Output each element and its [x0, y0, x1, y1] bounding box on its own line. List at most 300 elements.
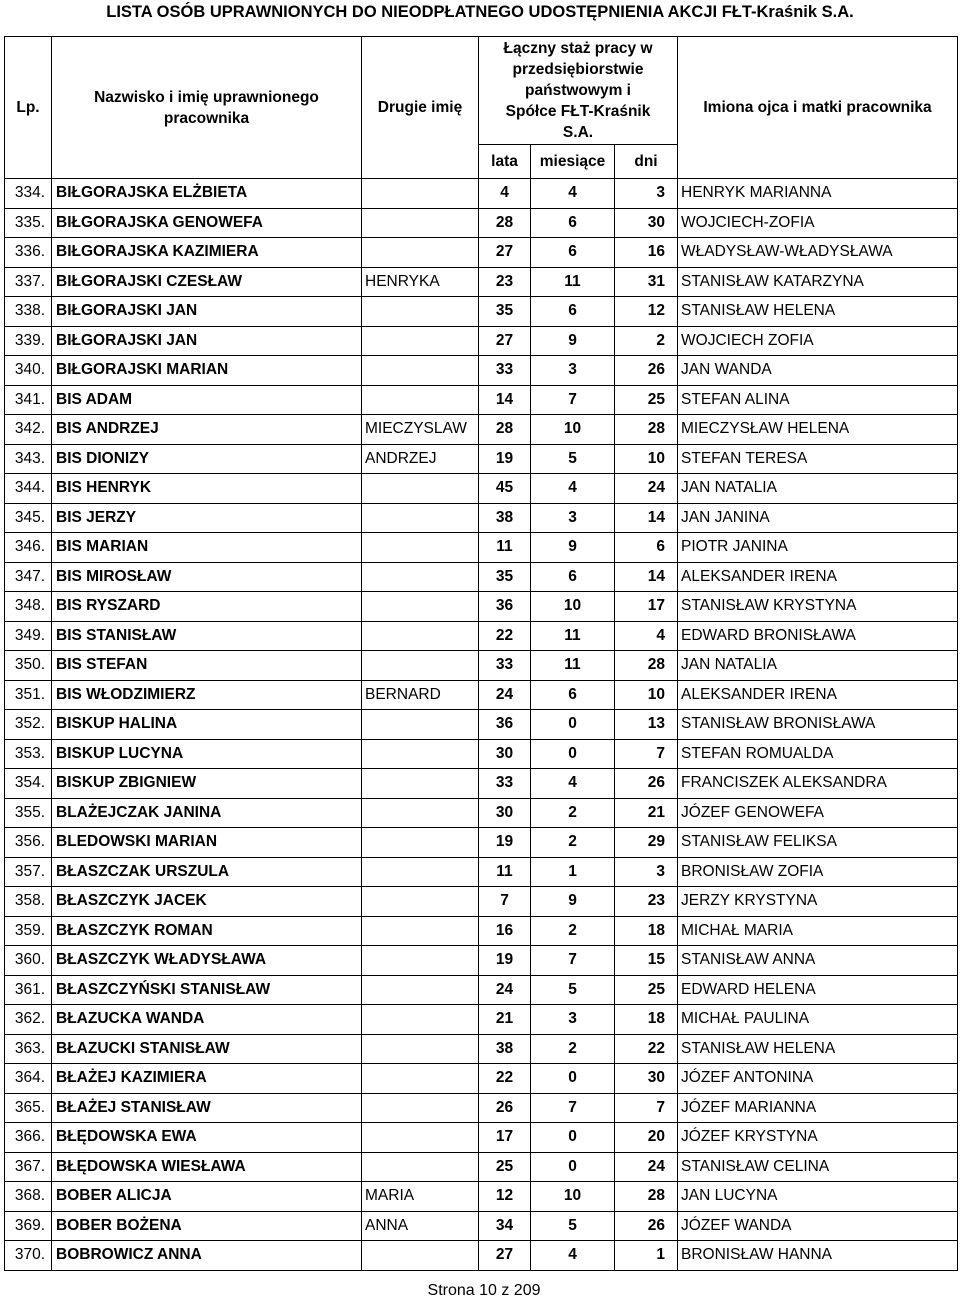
second-name-cell: MARIA: [362, 1182, 479, 1212]
years-cell: 45: [479, 474, 531, 504]
second-name-cell: [362, 769, 479, 799]
months-cell: 0: [531, 710, 615, 740]
header-lp: Lp.: [5, 37, 52, 179]
months-cell: 0: [531, 1064, 615, 1094]
second-name-cell: [362, 710, 479, 740]
months-cell: 2: [531, 828, 615, 858]
months-cell: 0: [531, 1152, 615, 1182]
months-cell: 6: [531, 562, 615, 592]
row-number-cell: 361.: [5, 975, 52, 1005]
header-days: dni: [615, 145, 678, 179]
second-name-cell: [362, 1123, 479, 1153]
row-number-cell: 365.: [5, 1093, 52, 1123]
parents-names-cell: ALEKSANDER IRENA: [678, 562, 958, 592]
years-cell: 30: [479, 798, 531, 828]
table-row: [5, 533, 958, 563]
years-cell: 22: [479, 621, 531, 651]
table-row: [5, 1064, 958, 1094]
parents-names-cell: STANISŁAW CELINA: [678, 1152, 958, 1182]
months-cell: 3: [531, 356, 615, 386]
row-number-cell: 367.: [5, 1152, 52, 1182]
table-row: [5, 356, 958, 386]
employee-name-cell: BIS JERZY: [52, 503, 362, 533]
days-cell: 26: [615, 1211, 678, 1241]
months-cell: 9: [531, 533, 615, 563]
days-cell: 31: [615, 267, 678, 297]
days-cell: 2: [615, 326, 678, 356]
row-number-cell: 369.: [5, 1211, 52, 1241]
row-number-cell: 368.: [5, 1182, 52, 1212]
employee-name-cell: BŁASZCZYK WŁADYSŁAWA: [52, 946, 362, 976]
days-cell: 25: [615, 385, 678, 415]
employee-name-cell: BŁAZUCKA WANDA: [52, 1005, 362, 1035]
employee-name-cell: BOBER BOŻENA: [52, 1211, 362, 1241]
years-cell: 30: [479, 739, 531, 769]
days-cell: 14: [615, 503, 678, 533]
row-number-cell: 349.: [5, 621, 52, 651]
employee-name-cell: BŁASZCZYK ROMAN: [52, 916, 362, 946]
years-cell: 28: [479, 415, 531, 445]
header-name: [52, 37, 362, 179]
years-cell: 36: [479, 592, 531, 622]
months-cell: 2: [531, 916, 615, 946]
employee-name-cell: BOBER ALICJA: [52, 1182, 362, 1212]
table-body: [5, 179, 958, 1271]
table-row: [5, 1152, 958, 1182]
table-row: [5, 769, 958, 799]
months-cell: 3: [531, 503, 615, 533]
months-cell: 9: [531, 326, 615, 356]
days-cell: 22: [615, 1034, 678, 1064]
employee-name-cell: BŁAŻEJ STANISŁAW: [52, 1093, 362, 1123]
employee-name-cell: BŁAŻEJ KAZIMIERA: [52, 1064, 362, 1094]
parents-names-cell: HENRYK MARIANNA: [678, 179, 958, 209]
table-row: [5, 887, 958, 917]
days-cell: 28: [615, 415, 678, 445]
row-number-cell: 363.: [5, 1034, 52, 1064]
row-number-cell: 352.: [5, 710, 52, 740]
row-number-cell: 334.: [5, 179, 52, 209]
second-name-cell: [362, 1241, 479, 1271]
years-cell: 33: [479, 356, 531, 386]
row-number-cell: 366.: [5, 1123, 52, 1153]
second-name-cell: [362, 592, 479, 622]
days-cell: 18: [615, 1005, 678, 1035]
parents-names-cell: JÓZEF ANTONINA: [678, 1064, 958, 1094]
parents-names-cell: FRANCISZEK ALEKSANDRA: [678, 769, 958, 799]
months-cell: 4: [531, 1241, 615, 1271]
years-cell: 36: [479, 710, 531, 740]
row-number-cell: 354.: [5, 769, 52, 799]
second-name-cell: [362, 946, 479, 976]
months-cell: 2: [531, 798, 615, 828]
years-cell: 38: [479, 1034, 531, 1064]
table-row: [5, 828, 958, 858]
years-cell: 26: [479, 1093, 531, 1123]
row-number-cell: 335.: [5, 208, 52, 238]
years-cell: 27: [479, 1241, 531, 1271]
second-name-cell: [362, 739, 479, 769]
table-row: [5, 1211, 958, 1241]
parents-names-cell: PIOTR JANINA: [678, 533, 958, 563]
employee-name-cell: BISKUP ZBIGNIEW: [52, 769, 362, 799]
years-cell: 21: [479, 1005, 531, 1035]
table-row: [5, 592, 958, 622]
document-title: LISTA OSÓB UPRAWNIONYCH DO NIEODPŁATNEGO UDOSTĘPNIENIA AKCJI FŁT-Kraśnik S.A.: [106, 3, 854, 21]
employee-table: [4, 36, 958, 1271]
years-cell: 35: [479, 297, 531, 327]
employee-name-cell: BIS ADAM: [52, 385, 362, 415]
employee-name-cell: BIS ANDRZEJ: [52, 415, 362, 445]
years-cell: 25: [479, 1152, 531, 1182]
days-cell: 20: [615, 1123, 678, 1153]
parents-names-cell: JÓZEF GENOWEFA: [678, 798, 958, 828]
days-cell: 14: [615, 562, 678, 592]
parents-names-cell: JERZY KRYSTYNA: [678, 887, 958, 917]
parents-names-cell: STANISŁAW KRYSTYNA: [678, 592, 958, 622]
months-cell: 11: [531, 621, 615, 651]
days-cell: 7: [615, 1093, 678, 1123]
months-cell: 9: [531, 887, 615, 917]
years-cell: 14: [479, 385, 531, 415]
row-number-cell: 345.: [5, 503, 52, 533]
months-cell: 6: [531, 238, 615, 268]
years-cell: 7: [479, 887, 531, 917]
employee-name-cell: BIŁGORAJSKA GENOWEFA: [52, 208, 362, 238]
row-number-cell: 347.: [5, 562, 52, 592]
employee-name-cell: BIŁGORAJSKI MARIAN: [52, 356, 362, 386]
parents-names-cell: STANISŁAW HELENA: [678, 297, 958, 327]
months-cell: 7: [531, 1093, 615, 1123]
years-cell: 22: [479, 1064, 531, 1094]
years-cell: 11: [479, 533, 531, 563]
second-name-cell: HENRYKA: [362, 267, 479, 297]
header-seniority: [479, 37, 678, 145]
months-cell: 10: [531, 592, 615, 622]
table-row: [5, 208, 958, 238]
days-cell: 4: [615, 621, 678, 651]
row-number-cell: 341.: [5, 385, 52, 415]
row-number-cell: 360.: [5, 946, 52, 976]
months-cell: 4: [531, 474, 615, 504]
second-name-cell: [362, 887, 479, 917]
months-cell: 10: [531, 415, 615, 445]
table-row: [5, 857, 958, 887]
header-seniority-text: Łączny staż pracy w przedsiębiorstwie państwowym i Spółce FŁT-Kraśnik S.A.: [503, 40, 653, 141]
parents-names-cell: JÓZEF MARIANNA: [678, 1093, 958, 1123]
second-name-cell: [362, 474, 479, 504]
months-cell: 6: [531, 208, 615, 238]
employee-name-cell: BIS RYSZARD: [52, 592, 362, 622]
years-cell: 38: [479, 503, 531, 533]
days-cell: 10: [615, 680, 678, 710]
table-row: [5, 238, 958, 268]
row-number-cell: 340.: [5, 356, 52, 386]
months-cell: 1: [531, 857, 615, 887]
parents-names-cell: STANISŁAW FELIKSA: [678, 828, 958, 858]
months-cell: 6: [531, 680, 615, 710]
table-row: [5, 1005, 958, 1035]
parents-names-cell: MICHAŁ PAULINA: [678, 1005, 958, 1035]
table-row: [5, 562, 958, 592]
row-number-cell: 364.: [5, 1064, 52, 1094]
row-number-cell: 339.: [5, 326, 52, 356]
days-cell: 30: [615, 208, 678, 238]
second-name-cell: [362, 562, 479, 592]
parents-names-cell: JAN WANDA: [678, 356, 958, 386]
header-row: [5, 37, 958, 145]
row-number-cell: 350.: [5, 651, 52, 681]
parents-names-cell: EDWARD BRONISŁAWA: [678, 621, 958, 651]
second-name-cell: ANNA: [362, 1211, 479, 1241]
header-name-text: Nazwisko i imię uprawnionego pracownika: [94, 88, 319, 127]
years-cell: 12: [479, 1182, 531, 1212]
row-number-cell: 346.: [5, 533, 52, 563]
second-name-cell: [362, 1034, 479, 1064]
header-months: miesiące: [531, 145, 615, 179]
days-cell: 12: [615, 297, 678, 327]
parents-names-cell: MIECZYSŁAW HELENA: [678, 415, 958, 445]
years-cell: 19: [479, 444, 531, 474]
second-name-cell: [362, 828, 479, 858]
days-cell: 24: [615, 474, 678, 504]
parents-names-cell: MICHAŁ MARIA: [678, 916, 958, 946]
months-cell: 10: [531, 1182, 615, 1212]
employee-name-cell: BIŁGORAJSKI JAN: [52, 297, 362, 327]
days-cell: 10: [615, 444, 678, 474]
days-cell: 18: [615, 916, 678, 946]
months-cell: 7: [531, 385, 615, 415]
table-row: [5, 179, 958, 209]
employee-name-cell: BŁĘDOWSKA WIESŁAWA: [52, 1152, 362, 1182]
second-name-cell: [362, 916, 479, 946]
days-cell: 23: [615, 887, 678, 917]
employee-name-cell: BIS STANISŁAW: [52, 621, 362, 651]
months-cell: 5: [531, 975, 615, 1005]
months-cell: 5: [531, 1211, 615, 1241]
row-number-cell: 353.: [5, 739, 52, 769]
years-cell: 24: [479, 975, 531, 1005]
years-cell: 17: [479, 1123, 531, 1153]
row-number-cell: 343.: [5, 444, 52, 474]
employee-name-cell: BIŁGORAJSKA KAZIMIERA: [52, 238, 362, 268]
parents-names-cell: WOJCIECH ZOFIA: [678, 326, 958, 356]
parents-names-cell: WŁADYSŁAW-WŁADYSŁAWA: [678, 238, 958, 268]
parents-names-cell: JÓZEF KRYSTYNA: [678, 1123, 958, 1153]
days-cell: 3: [615, 179, 678, 209]
table-row: [5, 385, 958, 415]
second-name-cell: [362, 1093, 479, 1123]
second-name-cell: [362, 533, 479, 563]
employee-name-cell: BISKUP LUCYNA: [52, 739, 362, 769]
employee-name-cell: BIS DIONIZY: [52, 444, 362, 474]
row-number-cell: 355.: [5, 798, 52, 828]
days-cell: 26: [615, 356, 678, 386]
table-row: [5, 474, 958, 504]
second-name-cell: [362, 1005, 479, 1035]
parents-names-cell: BRONISŁAW HANNA: [678, 1241, 958, 1271]
header-second-name: Drugie imię: [362, 37, 479, 179]
table-row: [5, 1093, 958, 1123]
employee-name-cell: BIŁGORAJSKA ELŻBIETA: [52, 179, 362, 209]
table-row: [5, 415, 958, 445]
years-cell: 33: [479, 651, 531, 681]
days-cell: 26: [615, 769, 678, 799]
table-row: [5, 975, 958, 1005]
months-cell: 6: [531, 297, 615, 327]
months-cell: 11: [531, 651, 615, 681]
days-cell: 25: [615, 975, 678, 1005]
employee-name-cell: BŁASZCZYŃSKI STANISŁAW: [52, 975, 362, 1005]
years-cell: 16: [479, 916, 531, 946]
employee-name-cell: BIS MARIAN: [52, 533, 362, 563]
second-name-cell: [362, 356, 479, 386]
table-row: [5, 946, 958, 976]
years-cell: 35: [479, 562, 531, 592]
employee-name-cell: BŁAZUCKI STANISŁAW: [52, 1034, 362, 1064]
employee-name-cell: BŁASZCZYK JACEK: [52, 887, 362, 917]
second-name-cell: [362, 326, 479, 356]
table-row: [5, 621, 958, 651]
table-row: [5, 297, 958, 327]
second-name-cell: [362, 503, 479, 533]
employee-name-cell: BLAŻEJCZAK JANINA: [52, 798, 362, 828]
table-row: [5, 326, 958, 356]
row-number-cell: 357.: [5, 857, 52, 887]
months-cell: 0: [531, 1123, 615, 1153]
days-cell: 17: [615, 592, 678, 622]
table-row: [5, 739, 958, 769]
table-row: [5, 1034, 958, 1064]
months-cell: 0: [531, 739, 615, 769]
months-cell: 4: [531, 769, 615, 799]
years-cell: 4: [479, 179, 531, 209]
row-number-cell: 358.: [5, 887, 52, 917]
years-cell: 23: [479, 267, 531, 297]
second-name-cell: [362, 651, 479, 681]
days-cell: 3: [615, 857, 678, 887]
parents-names-cell: STEFAN ROMUALDA: [678, 739, 958, 769]
second-name-cell: [362, 1152, 479, 1182]
table-row: [5, 798, 958, 828]
days-cell: 29: [615, 828, 678, 858]
second-name-cell: MIECZYSLAW: [362, 415, 479, 445]
years-cell: 33: [479, 769, 531, 799]
months-cell: 7: [531, 946, 615, 976]
months-cell: 3: [531, 1005, 615, 1035]
parents-names-cell: STEFAN TERESA: [678, 444, 958, 474]
days-cell: 13: [615, 710, 678, 740]
months-cell: 4: [531, 179, 615, 209]
parents-names-cell: JAN NATALIA: [678, 474, 958, 504]
days-cell: 15: [615, 946, 678, 976]
second-name-cell: [362, 385, 479, 415]
months-cell: 2: [531, 1034, 615, 1064]
row-number-cell: 344.: [5, 474, 52, 504]
parents-names-cell: EDWARD HELENA: [678, 975, 958, 1005]
row-number-cell: 336.: [5, 238, 52, 268]
table-row: [5, 710, 958, 740]
parents-names-cell: JÓZEF WANDA: [678, 1211, 958, 1241]
second-name-cell: [362, 297, 479, 327]
employee-name-cell: BLEDOWSKI MARIAN: [52, 828, 362, 858]
years-cell: 24: [479, 680, 531, 710]
row-number-cell: 348.: [5, 592, 52, 622]
parents-names-cell: ALEKSANDER IRENA: [678, 680, 958, 710]
months-cell: 5: [531, 444, 615, 474]
employee-name-cell: BIS HENRYK: [52, 474, 362, 504]
years-cell: 11: [479, 857, 531, 887]
table-row: [5, 680, 958, 710]
years-cell: 27: [479, 326, 531, 356]
parents-names-cell: JAN NATALIA: [678, 651, 958, 681]
second-name-cell: [362, 179, 479, 209]
days-cell: 1: [615, 1241, 678, 1271]
second-name-cell: [362, 1064, 479, 1094]
years-cell: 28: [479, 208, 531, 238]
employee-name-cell: BŁASZCZAK URSZULA: [52, 857, 362, 887]
days-cell: 30: [615, 1064, 678, 1094]
parents-names-cell: STANISŁAW KATARZYNA: [678, 267, 958, 297]
days-cell: 16: [615, 238, 678, 268]
second-name-cell: [362, 798, 479, 828]
parents-names-cell: JAN LUCYNA: [678, 1182, 958, 1212]
employee-name-cell: BISKUP HALINA: [52, 710, 362, 740]
days-cell: 24: [615, 1152, 678, 1182]
parents-names-cell: STANISŁAW ANNA: [678, 946, 958, 976]
row-number-cell: 338.: [5, 297, 52, 327]
years-cell: 19: [479, 946, 531, 976]
table-row: [5, 267, 958, 297]
table-row: [5, 444, 958, 474]
table-row: [5, 503, 958, 533]
days-cell: 28: [615, 651, 678, 681]
employee-name-cell: BIS WŁODZIMIERZ: [52, 680, 362, 710]
second-name-cell: [362, 621, 479, 651]
page-footer: Strona 10 z 209: [427, 1282, 541, 1299]
row-number-cell: 351.: [5, 680, 52, 710]
employee-name-cell: BŁĘDOWSKA EWA: [52, 1123, 362, 1153]
years-cell: 19: [479, 828, 531, 858]
months-cell: 11: [531, 267, 615, 297]
row-number-cell: 362.: [5, 1005, 52, 1035]
parents-names-cell: BRONISŁAW ZOFIA: [678, 857, 958, 887]
days-cell: 6: [615, 533, 678, 563]
row-number-cell: 359.: [5, 916, 52, 946]
row-number-cell: 356.: [5, 828, 52, 858]
years-cell: 34: [479, 1211, 531, 1241]
header-parents: Imiona ojca i matki pracownika: [678, 37, 958, 179]
employee-name-cell: BIŁGORAJSKI CZESŁAW: [52, 267, 362, 297]
employee-name-cell: BIS STEFAN: [52, 651, 362, 681]
second-name-cell: [362, 975, 479, 1005]
days-cell: 28: [615, 1182, 678, 1212]
parents-names-cell: WOJCIECH-ZOFIA: [678, 208, 958, 238]
table-row: [5, 651, 958, 681]
second-name-cell: [362, 238, 479, 268]
employee-name-cell: BIŁGORAJSKI JAN: [52, 326, 362, 356]
table-row: [5, 1123, 958, 1153]
header-years: lata: [479, 145, 531, 179]
row-number-cell: 370.: [5, 1241, 52, 1271]
second-name-cell: [362, 857, 479, 887]
parents-names-cell: STEFAN ALINA: [678, 385, 958, 415]
days-cell: 7: [615, 739, 678, 769]
employee-name-cell: BIS MIROSŁAW: [52, 562, 362, 592]
parents-names-cell: JAN JANINA: [678, 503, 958, 533]
employee-name-cell: BOBROWICZ ANNA: [52, 1241, 362, 1271]
second-name-cell: [362, 208, 479, 238]
